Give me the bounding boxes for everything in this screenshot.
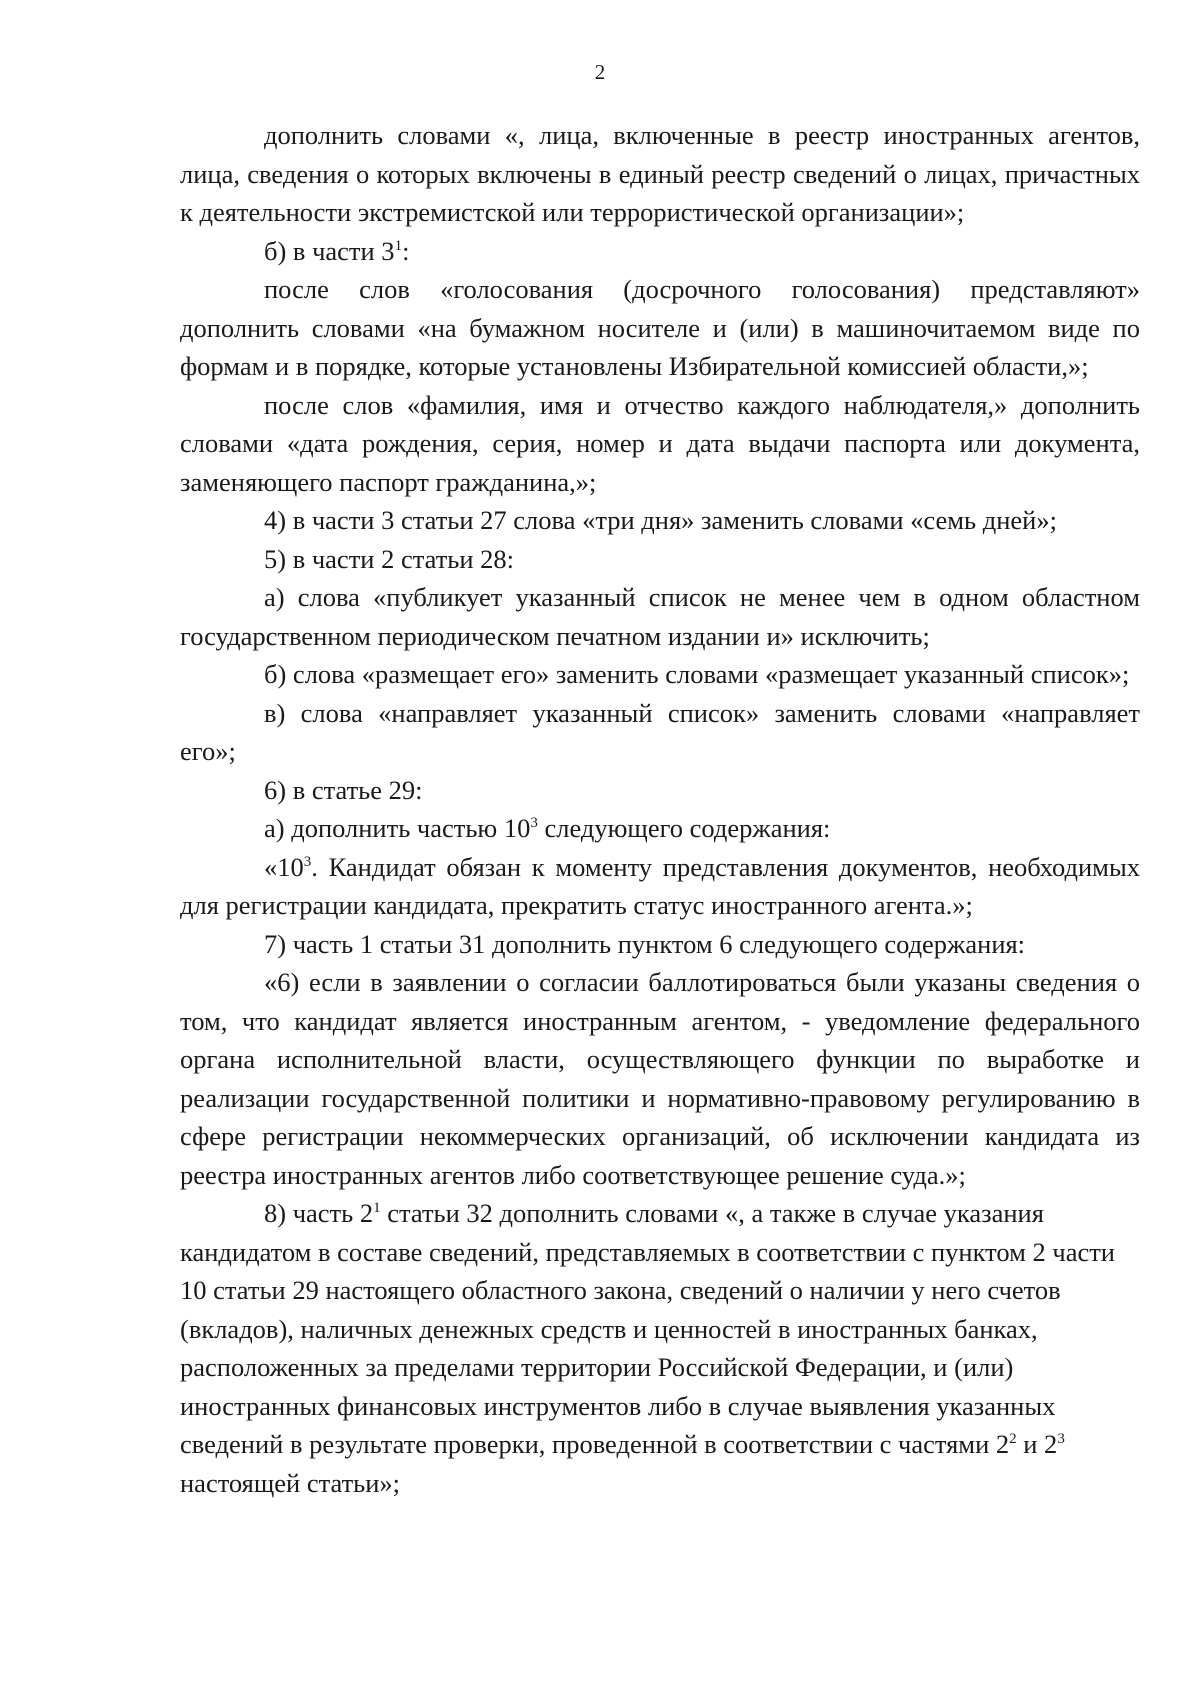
- paragraph: «6) если в заявлении о согласии баллотироваться были указаны сведения о том, что кандидат является иностранным агентом, - уведомление федерального органа исполнительной власти, осуществляющего функции по выработке и реализации государственной политики и нормативно-правовому регулированию в сфере регистрации некоммерческих организаций, об исключении кандидата из реестра иностранных агентов либо соответствующее решение суда.»;: [180, 967, 1140, 1190]
- paragraph: в) слова «направляет указанный список» заменить словами «направляет его»;: [180, 697, 1140, 766]
- paragraph: б) в части $3^1$:: [264, 235, 410, 266]
- paragraph: 5) в части 2 статьи 28:: [264, 543, 515, 574]
- paragraph: 7) часть 1 статьи 31 дополнить пунктом 6 следующего содержания:: [264, 928, 1026, 959]
- paragraph: а) дополнить частью $10^3$ следующего содержания:: [264, 813, 831, 843]
- paragraph: 8) часть $2^1$ статьи 32 дополнить словами «, а также в случае указания кандидатом в составе сведений, представляемых в соответствии с пунктом 2 части 10 статьи 29 настоящего областного закона, сведений о наличии у него счетов (вкладов), наличных денежных средств и ценностей в иностранных банках, расположенных за пределами территории Российской Федерации, и (или) иностранных финансовых инструментов либо в случае выявления указанных сведений в результате проверки, проведенной в соответствии с частями $2^2$ и $2^3$ настоящей статьи»;: [180, 1198, 1115, 1498]
- paragraph: после слов «фамилия, имя и отчество каждого наблюдателя,» дополнить словами «дата рождения, серия, номер и дата выдачи паспорта или документа, заменяющего паспорт гражданина,»;: [180, 389, 1140, 497]
- paragraph: а) слова «публикует указанный список не менее чем в одном областном государственном периодическом печатном издании и» исключить;: [180, 582, 1140, 651]
- paragraph: «$10^3$. Кандидат обязан к моменту представления документов, необходимых для регистрации кандидата, прекратить статус иностранного агента.»;: [180, 851, 1140, 920]
- paragraph: дополнить словами «, лица, включенные в реестр иностранных агентов, лица, сведения о которых включены в единый реестр сведений о лицах, причастных к деятельности экстремистской или террористической организации»;: [180, 120, 1140, 227]
- paragraph: 6) в статье 29:: [264, 774, 423, 805]
- document-body: [180, 116, 1140, 1502]
- paragraph: 4) в части 3 статьи 27 слова «три дня» заменить словами «семь дней»;: [264, 505, 1057, 535]
- page-number: 2: [594, 60, 606, 84]
- paragraph: б) слова «размещает его» заменить словами «размещает указанный список»;: [264, 659, 1130, 689]
- paragraph: после слов «голосования (досрочного голосования) представляют» дополнить словами «на бумажном носителе и (или) в машиночитаемом виде по формам и в порядке, которые установлены Избирательной комиссией области,»;: [180, 274, 1140, 381]
